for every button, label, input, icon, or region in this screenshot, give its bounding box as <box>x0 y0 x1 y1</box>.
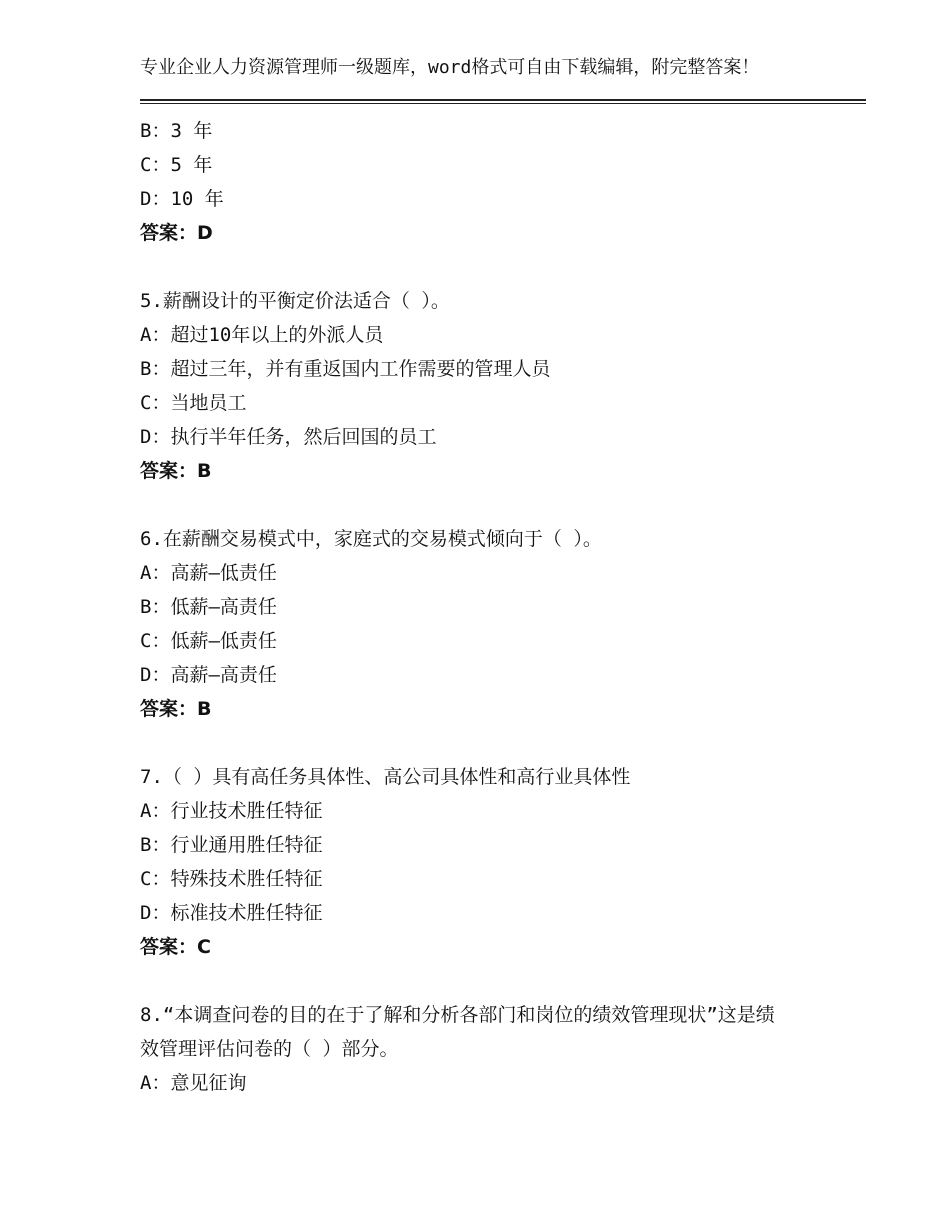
option-c: C：特殊技术胜任特征 <box>140 868 323 890</box>
question-content <box>140 114 780 1100</box>
spacer <box>140 488 780 522</box>
option-d: D：10 年 <box>140 188 224 210</box>
answer-line: 答案：B <box>140 698 212 720</box>
option-b: B：低薪—高责任 <box>140 596 277 618</box>
answer-line: 答案：B <box>140 460 212 482</box>
option-c: C：5 年 <box>140 154 213 176</box>
question-stem: 5.薪酬设计的平衡定价法适合（ ）。 <box>140 290 450 312</box>
option-a: A：行业技术胜任特征 <box>140 800 323 822</box>
option-d: D：执行半年任务，然后回国的员工 <box>140 426 437 448</box>
question-8 <box>140 998 780 1100</box>
option-b: B：行业通用胜任特征 <box>140 834 323 856</box>
prev-question-tail <box>140 114 780 250</box>
answer-line: 答案：C <box>140 936 211 958</box>
spacer <box>140 250 780 284</box>
page-header: 专业企业人力资源管理师一级题库，word格式可自由下载编辑，附完整答案！ <box>140 57 760 78</box>
header-rule-thick <box>140 99 866 101</box>
header-rule-thin <box>140 103 866 104</box>
option-b: B：3 年 <box>140 120 213 142</box>
option-a: A：意见征询 <box>140 1072 247 1094</box>
option-d: D：高薪—高责任 <box>140 664 277 686</box>
question-stem: 8.“本调查问卷的目的在于了解和分析各部门和岗位的绩效管理现状”这是绩效管理评估问卷的（ ）部分。 <box>140 1004 775 1060</box>
option-b: B：超过三年，并有重返国内工作需要的管理人员 <box>140 358 551 380</box>
option-d: D：标准技术胜任特征 <box>140 902 323 924</box>
question-6 <box>140 522 780 726</box>
spacer <box>140 964 780 998</box>
answer-line: 答案：D <box>140 222 213 244</box>
question-7 <box>140 760 780 964</box>
question-stem: 7.（ ）具有高任务具体性、高公司具体性和高行业具体性 <box>140 766 631 788</box>
option-c: C：低薪—低责任 <box>140 630 277 652</box>
option-a: A：超过10年以上的外派人员 <box>140 324 384 346</box>
option-c: C：当地员工 <box>140 392 247 414</box>
spacer <box>140 726 780 760</box>
question-5 <box>140 284 780 488</box>
question-stem: 6.在薪酬交易模式中，家庭式的交易模式倾向于（ ）。 <box>140 528 602 550</box>
option-a: A：高薪—低责任 <box>140 562 277 584</box>
